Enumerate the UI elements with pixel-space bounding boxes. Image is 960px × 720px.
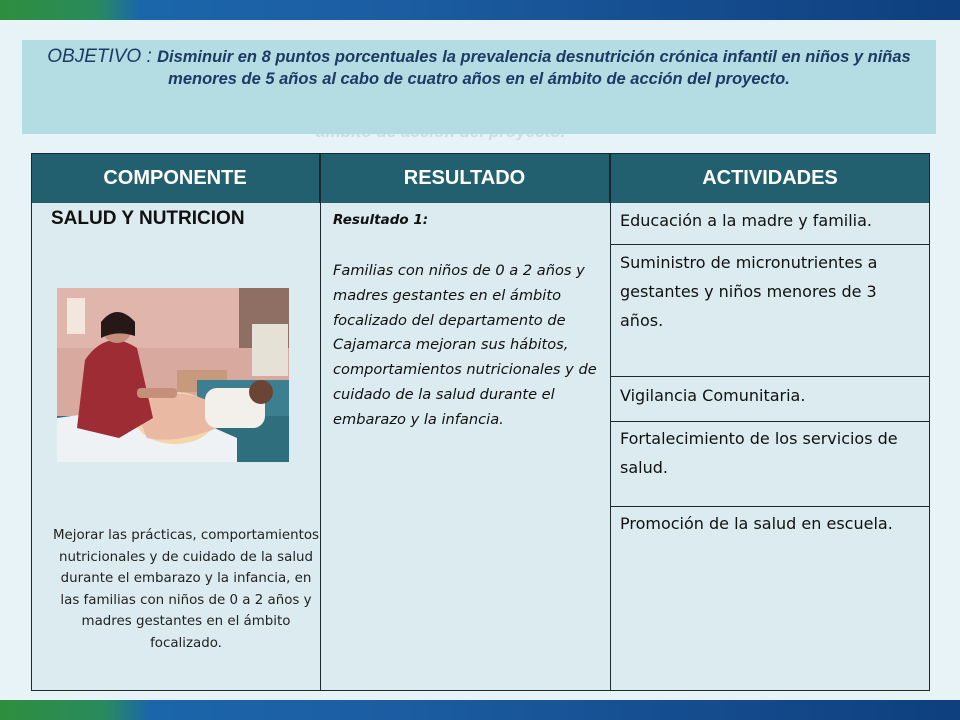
header-componente: COMPONENTE: [31, 153, 320, 203]
health-checkup-photo: [57, 288, 289, 462]
component-description: Mejorar las prácticas, comportamientos nutricionales y de cuidado de la salud durante el embarazo y la infancia, en las familias con niños de 0 a 2 años y madres gestantes en el ámbito focalizado.: [52, 528, 320, 651]
activity-item: Promoción de la salud en escuela.: [620, 514, 893, 533]
activity-item: Educación a la madre y familia.: [610, 203, 930, 245]
header-actividades: ACTIVIDADES: [610, 153, 930, 203]
objective-text: Disminuir en 8 puntos porcentuales la prevalencia desnutrición crónica infantil en niños y niñas menores de 5 años al cabo de cuatro años en el ámbito de acción del proyecto.: [157, 48, 911, 88]
components-table: [31, 153, 930, 691]
top-decorative-band: [0, 0, 960, 20]
component-title: SALUD Y NUTRICION: [51, 208, 245, 229]
result-description: Familias con niños de 0 a 2 años y madres gestantes en el ámbito focalizado del departamento de Cajamarca mejoran sus hábitos, comportamientos nutricionales y de cuidado de la salud durante el embarazo y la infancia.: [333, 262, 597, 428]
top-band-accent: [0, 0, 140, 20]
header-resultado: RESULTADO: [320, 153, 610, 203]
activity-item: Suministro de micronutrientes a gestantes y niños menores de 3 años.: [610, 245, 930, 377]
bottom-band-accent: [0, 700, 150, 720]
objective-label: OBJETIVO :: [47, 46, 158, 67]
objective-box: [22, 40, 936, 134]
activity-item: Vigilancia Comunitaria.: [610, 377, 930, 422]
photo-illustration: [57, 288, 289, 462]
result-heading: Resultado 1:: [333, 212, 429, 228]
activity-item: Fortalecimiento de los servicios de salud.: [610, 422, 930, 507]
